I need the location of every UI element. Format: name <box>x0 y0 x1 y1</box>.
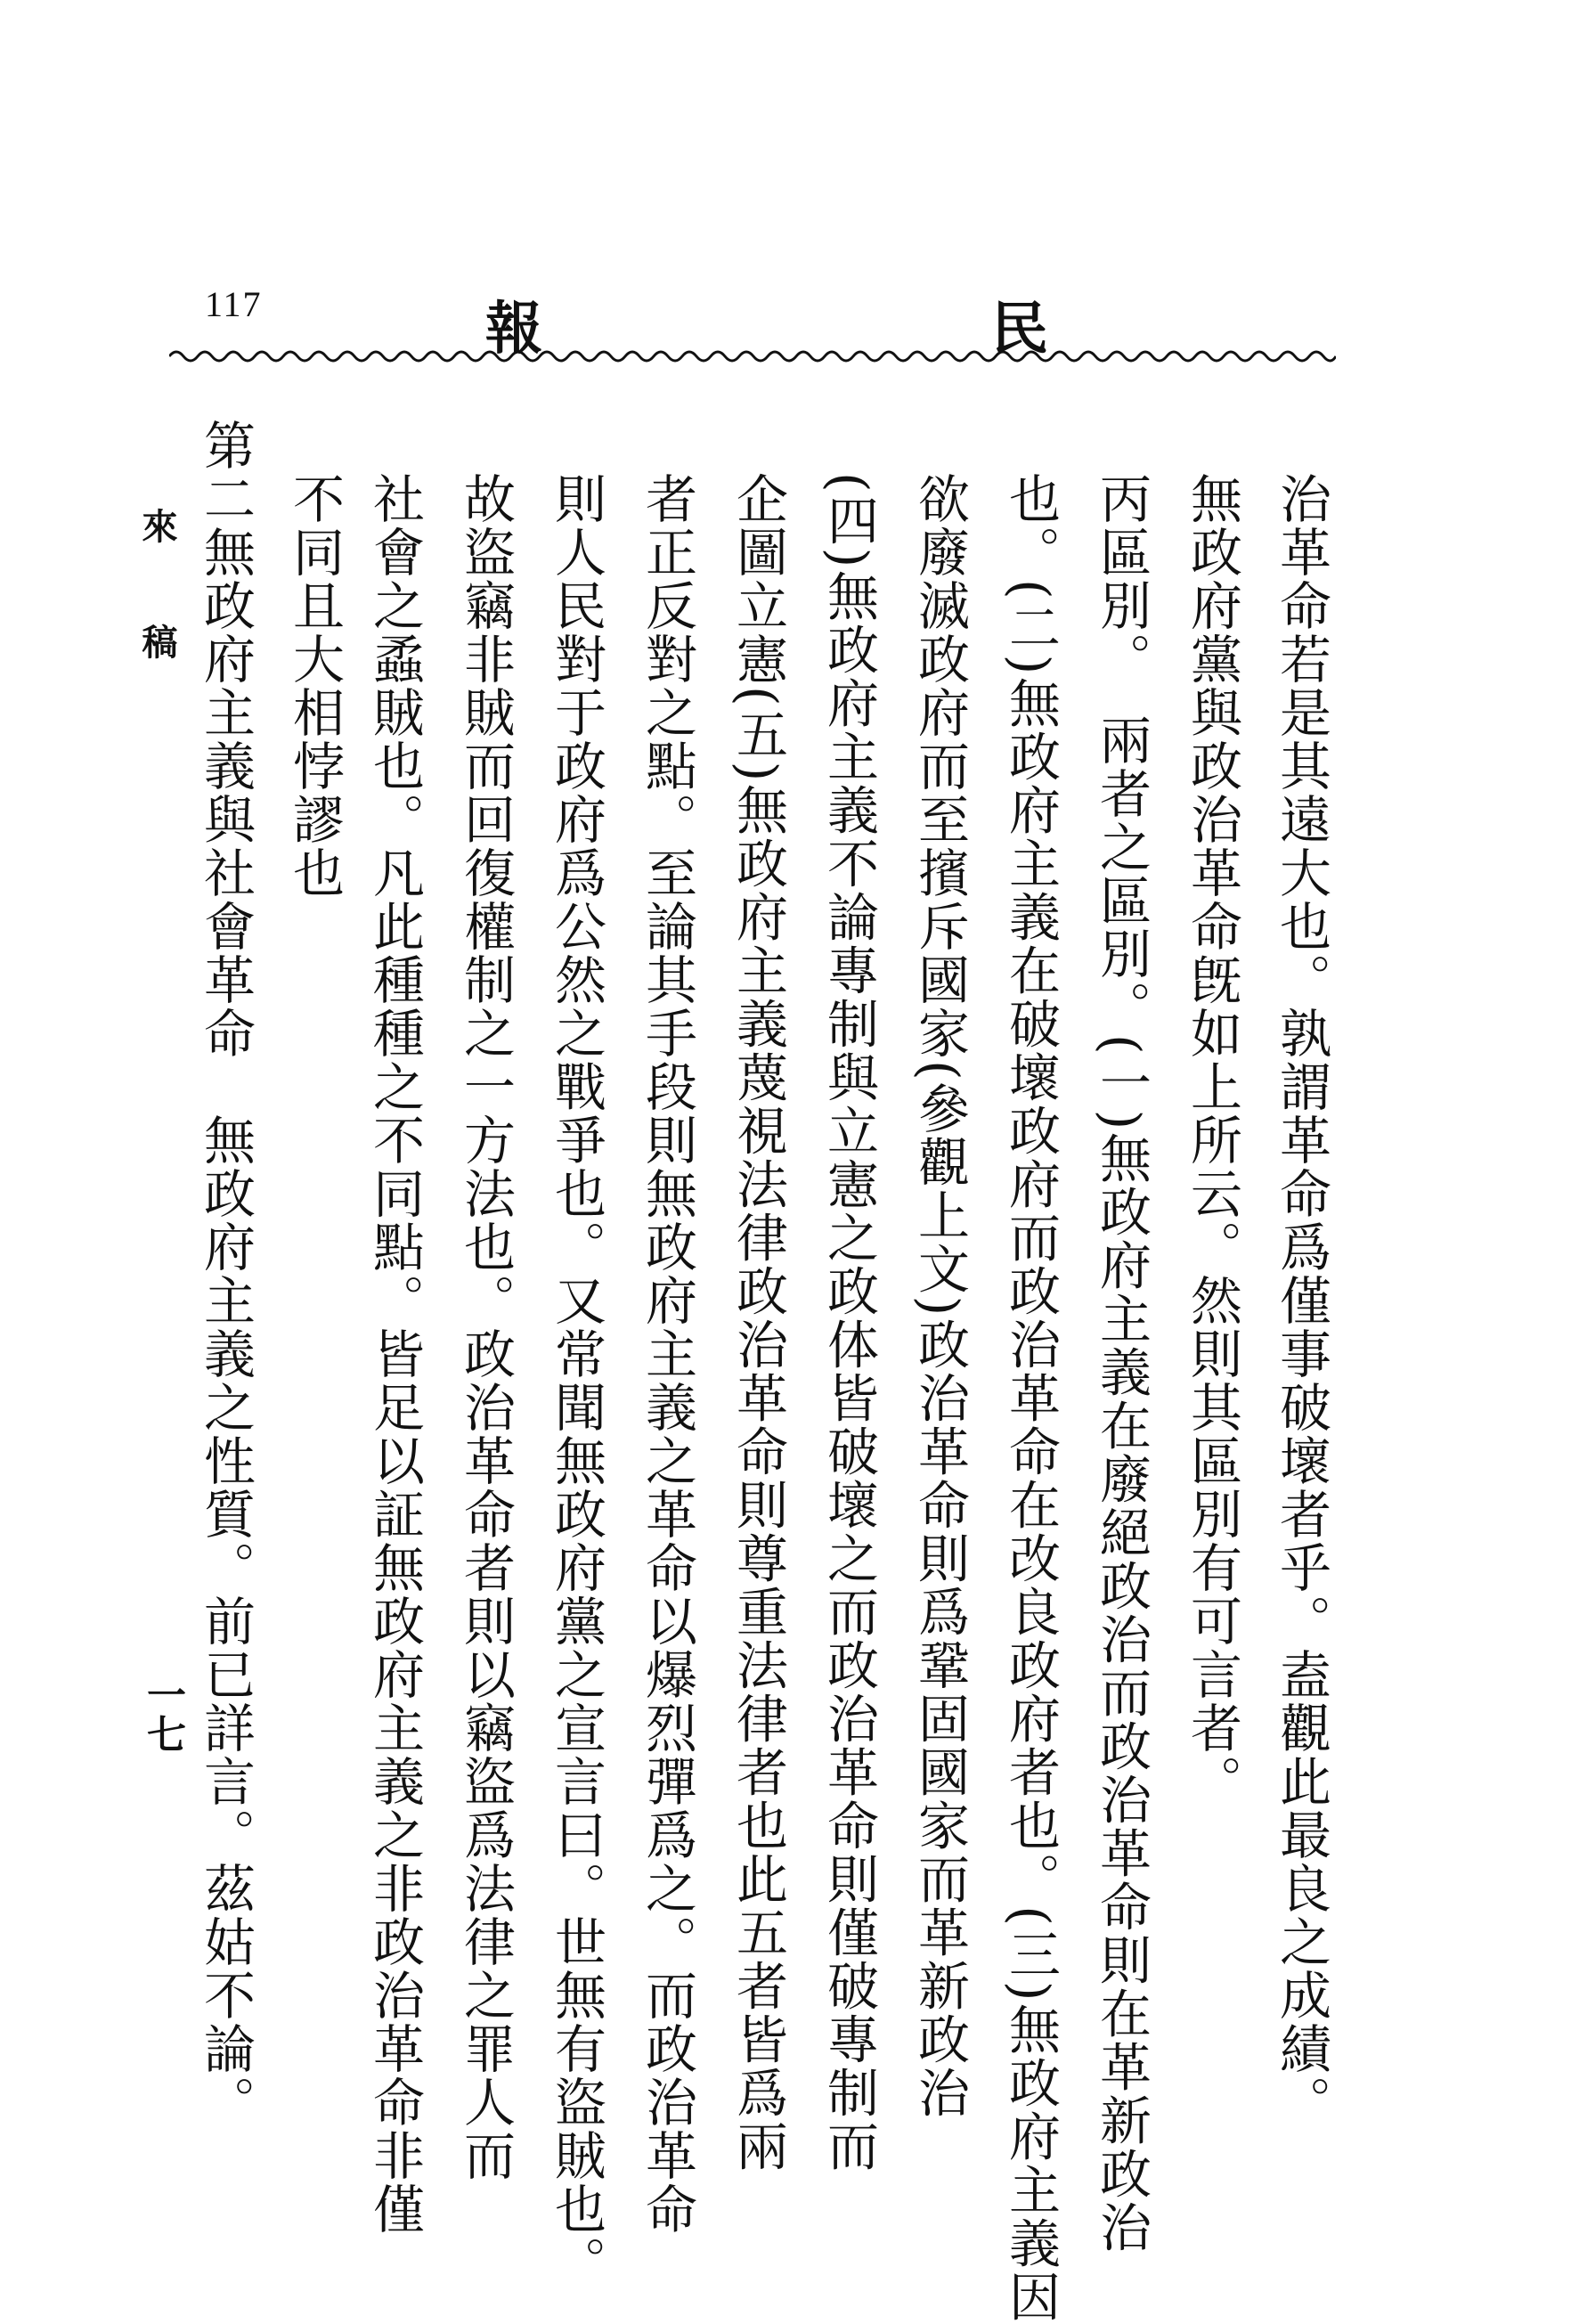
text-column-11: 社會之蟊賊也。凡此種種之不同點。皆足以証無政府主義之非政治革命非僅 <box>364 472 425 2236</box>
text-column-9: 則人民對于政府爲公然之戰爭也。又常聞無政府黨之宣言曰。世無有盜賊也。 <box>546 472 606 2289</box>
wavy-header-rule <box>169 343 1336 370</box>
text-column-6: (四)無政府主義不論專制與立憲之政体皆破壞之而政治革命則僅破專制而 <box>818 472 879 2173</box>
side-page-number: 一七 <box>140 1675 185 1753</box>
text-column-1: 治革命若是其遠大也。孰謂革命爲僅事破壞者乎。盍觀此最良之成績。 <box>1271 472 1331 2129</box>
text-column-13: 第二無政府主義與社會革命 無政府主義之性質。前已詳言。茲姑不論。 <box>195 419 256 2129</box>
section-label: 來稿 <box>136 508 178 739</box>
text-column-2: 無政府黨與政治革命旣如上所云。然則其區別有可言者。 <box>1182 472 1242 1808</box>
text-column-3: 丙區別。 兩者之區別。(一)無政府主義在廢絕政治而政治革命則在革新政治 <box>1091 472 1152 2255</box>
text-column-10: 故盜竊非賊而回復權制之一方法也。政治革命者則以竊盜爲法律之罪人而 <box>455 472 516 2182</box>
journal-title-part-bao: 報 <box>485 296 542 363</box>
text-column-4: 也。(二)無政府主義在破壞政府而政治革命在改良政府者也。(三)無政府主義因 <box>1000 472 1061 2324</box>
journal-title-part-min: 民 <box>991 296 1048 363</box>
text-column-8: 者正反對之點。至論其手段則無政府主義之革命以爆烈彈爲之。而政治革命 <box>637 472 697 2236</box>
text-column-12: 不同且大相悖謬也 <box>284 472 345 900</box>
text-column-5: 欲廢滅政府而至擯斥國家(參觀上文)政治革命則爲鞏固國家而革新政治 <box>909 472 970 2120</box>
page-number: 117 <box>205 284 263 324</box>
text-column-7: 企圖立憲(五)無政府主義蔑視法律政治革命則尊重法律者也此五者皆爲兩 <box>728 472 788 2173</box>
